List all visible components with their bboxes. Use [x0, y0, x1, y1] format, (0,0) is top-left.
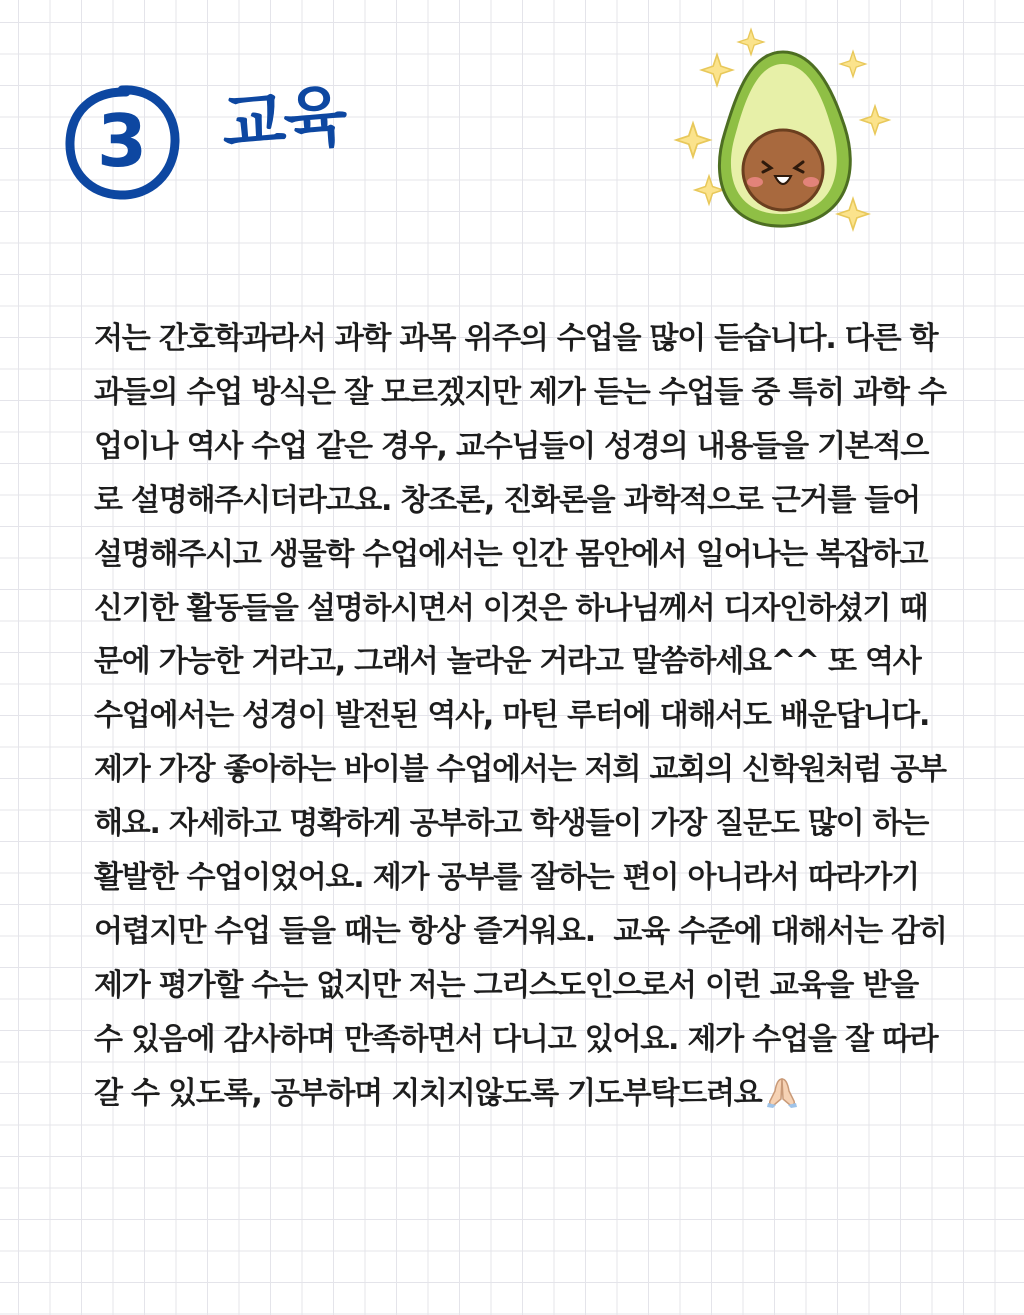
- avocado-character-icon: [665, 22, 895, 252]
- page-title: 교육: [219, 77, 348, 163]
- number-badge: [62, 82, 182, 202]
- body-paragraph-text: 저는 간호학과라서 과학 과목 위주의 수업을 많이 듣습니다. 다른 학과들의 수업 방식은 잘 모르겠지만 제가 듣는 수업들 중 특히 과학 수업이나 역사 수업 같은 경우, 교수님들이 성경의 내용들을 기본적으로 설명해주시더라고요. 창조론, 진화론을 과학적으로 근거를 들어 설명해주시고 생물학 수업에서는 인간 몸안에서 일어나는 복잡하고 신기한 활동들을 설명하시면서 이것은 하나님께서 디자인하셨기 때문에 가능한 거라고, 그래서 놀라운 거라고 말씀하세요^^ 또 역사 수업에서는 성경이 발전된 역사, 마틴 루터에 대해서도 배운답니다. 제가 가장 좋아하는 바이블 수업에서는 저희 교회의 신학원처럼 공부해요. 자세하고 명확하게 공부하고 학생들이 가장 질문도 많이 하는 활발한 수업이었어요. 제가 공부를 잘하는 편이 아니라서 따라가기 어렵지만 수업 들을 때는 항상 즐거워요. 교육 수준에 대해서는 감히 제가 평가할 수는 없지만 저는 그리스도인으로서 이런 교육을 받을 수 있음에 감사하며 만족하면서 다니고 있어요. 제가 수업을 잘 따라갈 수 있도록, 공부하며 지치지않도록 기도부탁드려요: [94, 321, 956, 1111]
- praying-hands-icon: [764, 1075, 800, 1109]
- badge-number: 3: [96, 99, 148, 183]
- avocado-body: [719, 52, 850, 226]
- body-paragraph: [94, 312, 954, 1121]
